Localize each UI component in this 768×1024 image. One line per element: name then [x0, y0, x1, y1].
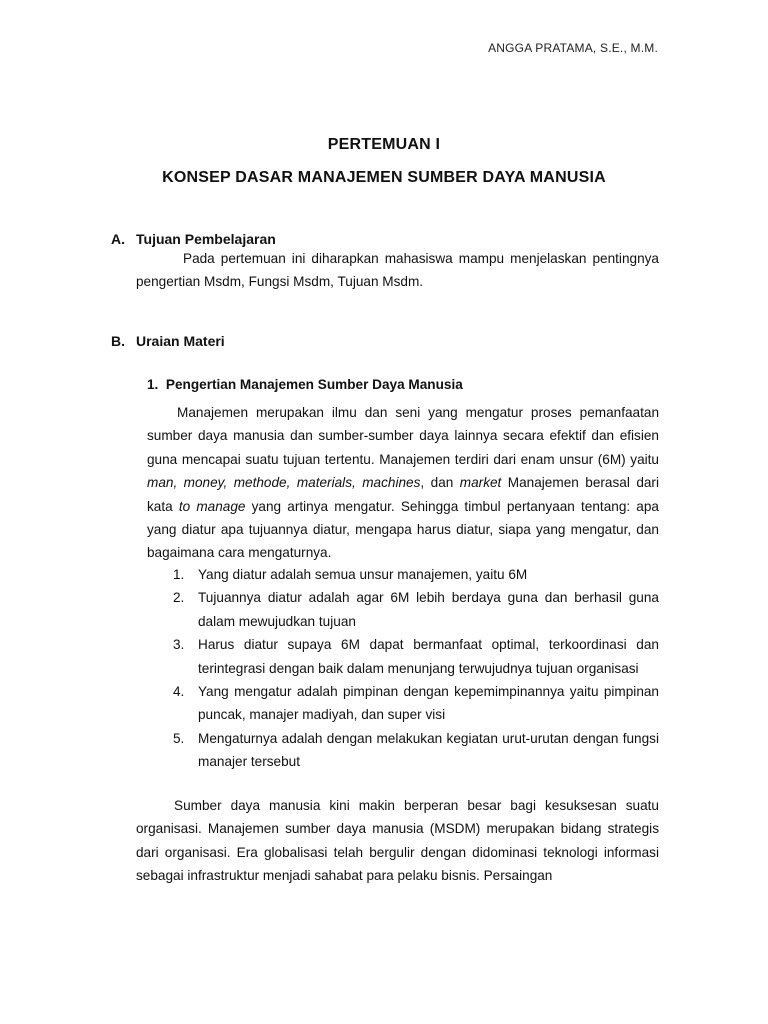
section-a-heading: [111, 231, 276, 247]
title-meeting: PERTEMUAN I: [327, 136, 441, 153]
section-a-paragraph: Pada pertemuan ini diharapkan mahasiswa mampu menjelaskan pentingnya pengertian Msdm, Fungsi Msdm, Tujuan Msdm.: [136, 251, 659, 290]
list-item-number: 2.: [173, 590, 185, 606]
section-b-title: Uraian Materi: [136, 333, 225, 349]
p1-text-4: yang artinya mengatur. Sehingga timbul pertanyaan tentang: apa yang diatur apa tujuannya diatur, mengapa harus diatur, siapa yang mengatur, dan bagaimana cara mengaturnya.: [147, 498, 659, 561]
list-item-number: 5.: [173, 730, 185, 746]
section-b-heading: [111, 333, 225, 349]
p1-italic-to-manage: to manage: [178, 498, 246, 514]
subsection-1-title: Pengertian Manajemen Sumber Daya Manusia: [165, 377, 463, 392]
section-b-letter: B.: [111, 333, 125, 349]
list-item-number: 4.: [173, 684, 185, 700]
subsection-1-paragraph-2: Sumber daya manusia kini makin berperan besar bagi kesuksesan suatu organisasi. Manajemen sumber daya manusia (MSDM) merupakan bidang strategis dari organisasi. Era globalisasi telah bergulir dengan didominasi teknologi informasi sebagai infrastruktur menjadi sahabat para pelaku bisnis. Persaingan: [136, 798, 659, 884]
subsection-1-heading: [147, 377, 463, 392]
p1-text-2: , dan: [420, 475, 460, 491]
subsection-1-paragraph-1: [147, 401, 659, 565]
list-item-text: Tujuannya diatur adalah agar 6M lebih berdaya guna dan berhasil guna dalam mewujudkan tujuan: [198, 590, 659, 629]
list-item: [173, 563, 659, 586]
list-item-number: 3.: [173, 637, 185, 653]
list-item: [173, 727, 659, 774]
p1-italic-6m: man, money, methode, materials, machines: [147, 475, 421, 491]
p1-italic-market: market: [459, 475, 502, 491]
p1-text-1: Manajemen merupakan ilmu dan seni yang mengatur proses pemanfaatan sumber daya manusia dan sumber-sumber daya lainnya secara efektif dan efisien guna mencapai suatu tujuan tertentu. Manajemen terdiri dari enam unsur (6M) yaitu: [147, 405, 659, 467]
section-a-letter: A.: [111, 231, 125, 247]
list-item-text: Mengaturnya adalah dengan melakukan kegiatan urut-urutan dengan fungsi manajer tersebut: [198, 730, 659, 770]
list-item-text: Yang mengatur adalah pimpinan dengan kepemimpinannya yaitu pimpinan puncak, manajer madiyah, dan super visi: [198, 684, 659, 723]
section-a-title: Tujuan Pembelajaran: [136, 231, 276, 247]
list-item-text: Yang diatur adalah semua unsur manajemen, yaitu 6M: [198, 567, 528, 582]
list-item: [173, 586, 659, 633]
management-points-list: [173, 563, 659, 774]
list-item: [173, 680, 659, 727]
list-item: [173, 633, 659, 680]
p1-text-3: Manajemen berasal dari kata: [147, 475, 659, 514]
header-author: ANGGA PRATAMA, S.E., M.M.: [488, 41, 658, 55]
list-item-text: Harus diatur supaya 6M dapat bermanfaat optimal, terkoordinasi dan terintegrasi dengan baik dalam menunjang terwujudnya tujuan organisasi: [198, 637, 659, 676]
list-item-number: 1.: [173, 567, 185, 582]
subsection-1-number: 1.: [147, 377, 159, 392]
title-topic: KONSEP DASAR MANAJEMEN SUMBER DAYA MANUSIA: [162, 169, 606, 186]
